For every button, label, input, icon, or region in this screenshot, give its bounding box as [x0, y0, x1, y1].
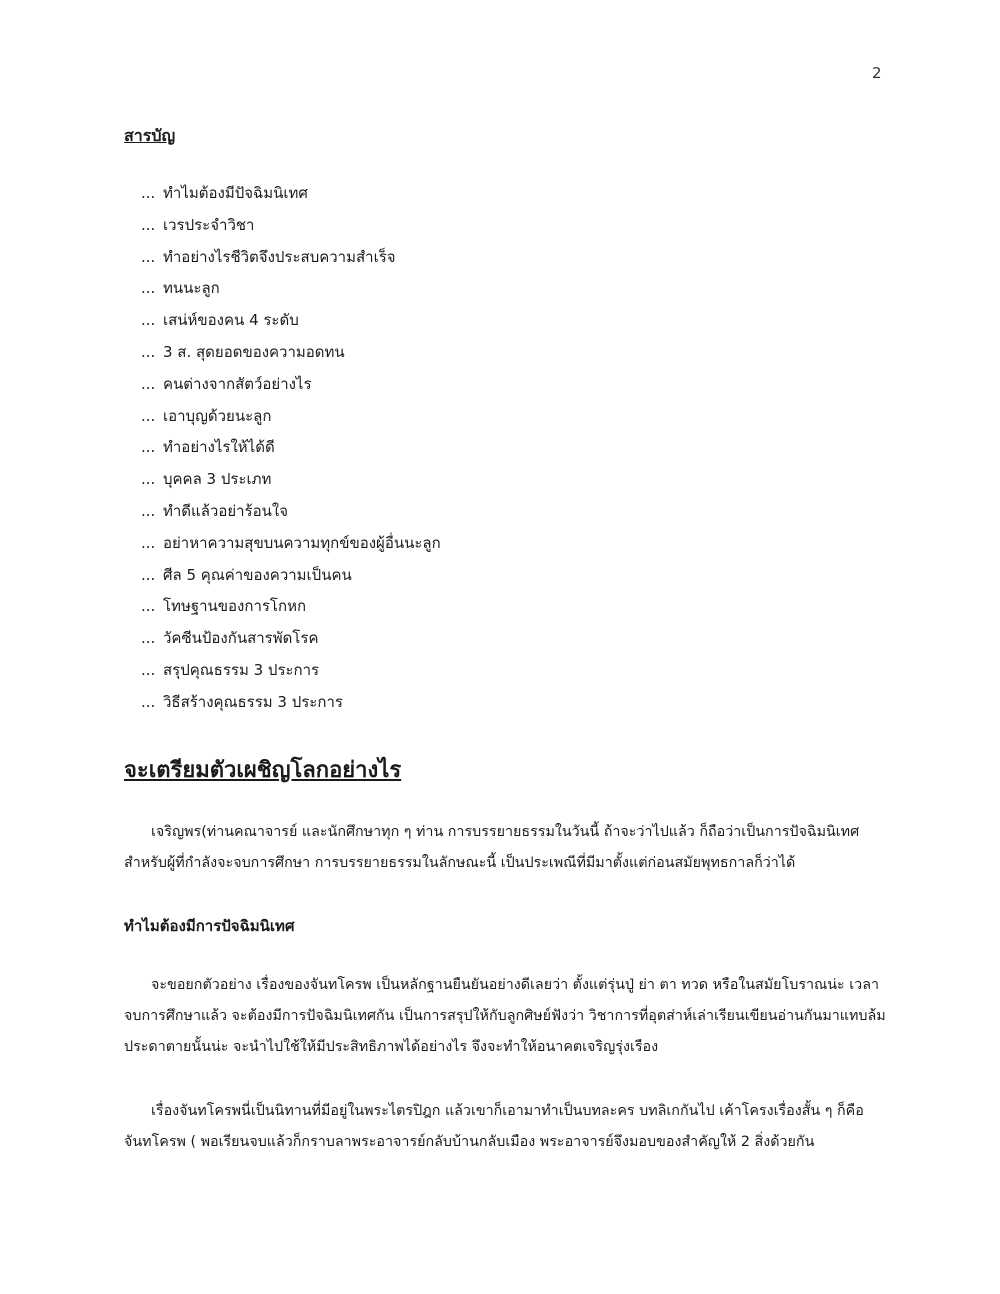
toc-item-label: ทนนะลูก: [163, 279, 220, 298]
toc-item-dots: ...: [141, 565, 156, 584]
toc-item: [141, 308, 441, 340]
toc-item-label: คนต่างจากสัตว์อย่างไร: [163, 374, 312, 393]
toc-item: [141, 181, 441, 213]
toc-item-dots: ...: [141, 660, 156, 679]
toc-item-label: ทำดีแล้วอย่าร้อนใจ: [163, 501, 288, 520]
toc-item-label: บุคคล 3 ประเภท: [163, 470, 272, 489]
toc-item-label: เสน่ห์ของคน 4 ระดับ: [163, 311, 299, 330]
main-heading: จะเตรียมตัวเผชิญโลกอย่างไร: [124, 758, 402, 783]
toc-item-label: วิธีสร้างคุณธรรม 3 ประการ: [163, 692, 343, 711]
toc-item-dots: ...: [141, 501, 156, 520]
toc-item-dots: ...: [141, 629, 156, 648]
toc-item: [141, 594, 441, 626]
page-number: 2: [872, 64, 882, 82]
toc-item-dots: ...: [141, 692, 156, 711]
toc-item: [141, 245, 441, 277]
toc-item-dots: ...: [141, 342, 156, 361]
toc-item: [141, 340, 441, 372]
body-paragraph-2: จะขอยกตัวอย่าง เรื่องของจันทโครพ เป็นหลักฐานยืนยันอย่างดีเลยว่า ตั้งแต่รุ่นปู่ ย่า ตา ทวด หรือในสมัยโบราณน่ะ เวลาจบการศึกษาแล้ว จะต้องมีการปัจฉิมนิเทศกัน เป็นการสรุปให้กับลูกศิษย์ฟังว่า วิชาการที่อุตส่าห์เล่าเรียนเขียนอ่านกันมาแทบล้มประดาตายนั้นน่ะ จะนำไปใช้ให้มีประสิทธิภาพได้อย่างไร จึงจะทำให้อนาคตเจริญรุ่งเรือง: [124, 977, 886, 1055]
toc-item: [141, 531, 441, 563]
toc-item-dots: ...: [141, 374, 156, 393]
toc-item-label: ทำอย่างไรให้ได้ดี: [163, 438, 275, 457]
toc-item-label: ทำอย่างไรชีวิตจึงประสบความสำเร็จ: [163, 247, 396, 266]
toc-item-dots: ...: [141, 311, 156, 330]
toc-item-dots: ...: [141, 184, 156, 202]
toc-item: [141, 213, 441, 245]
toc-item: [141, 404, 441, 436]
toc-item-label: โทษฐานของการโกหก: [163, 597, 307, 616]
toc-item: [141, 372, 441, 404]
toc-item: [141, 467, 441, 499]
toc-item-dots: ...: [141, 247, 156, 266]
toc-heading: สารบัญ: [124, 126, 176, 145]
toc-item: [141, 499, 441, 531]
toc-item: [141, 563, 441, 595]
toc-item-label: วัคซีนป้องกันสารพัดโรค: [163, 629, 319, 648]
toc-item: [141, 626, 441, 658]
toc-item-label: เอาบุญด้วยนะลูก: [163, 406, 272, 425]
toc-item-label: ศีล 5 คุณค่าของความเป็นคน: [163, 565, 352, 584]
intro-paragraph: เจริญพร(ท่านคณาจารย์ และนักศึกษาทุก ๆ ท่าน การบรรยายธรรมในวันนี้ ถ้าจะว่าไปแล้ว ก็ถือว่าเป็นการปัจฉิมนิเทศ สำหรับผู้ที่กำลังจะจบการศึกษา การบรรยายธรรมในลักษณะนี้ เป็นประเพณีที่มีมาตั้งแต่ก่อนสมัยพุทธกาลก็ว่าได้: [124, 824, 860, 871]
toc-item-label: 3 ส. สุดยอดของความอดทน: [163, 342, 345, 361]
toc-item: [141, 276, 441, 308]
toc-item-dots: ...: [141, 597, 156, 616]
toc-item-dots: ...: [141, 406, 156, 425]
toc-item: [141, 690, 441, 722]
toc-item: [141, 658, 441, 690]
toc-item-label: ทำไมต้องมีปัจฉิมนิเทศ: [163, 184, 308, 202]
toc-item: [141, 435, 441, 467]
toc-item-label: อย่าหาความสุขบนความทุกข์ของผู้อื่นนะลูก: [163, 533, 441, 552]
toc-item-dots: ...: [141, 279, 156, 298]
body-paragraph-3: เรื่องจันทโครพนี่เป็นนิทานที่มีอยู่ในพระไตรปิฎก แล้วเขาก็เอามาทำเป็นบทละคร บทลิเกกันไป เค้าโครงเรื่องสั้น ๆ ก็คือ จันทโครพ ( พอเรียนจบแล้วก็กราบลาพระอาจารย์กลับบ้านกลับเมือง พระอาจารย์จึงมอบของสำคัญให้ 2 สิ่งด้วยกัน: [124, 1103, 864, 1150]
toc-item-dots: ...: [141, 533, 156, 552]
toc-item-label: สรุปคุณธรรม 3 ประการ: [163, 660, 320, 679]
toc-item-dots: ...: [141, 470, 156, 489]
section-heading: ทำไมต้องมีการปัจฉิมนิเทศ: [124, 917, 295, 935]
toc-item-dots: ...: [141, 215, 156, 234]
toc-item-label: เวรประจำวิชา: [163, 215, 255, 234]
table-of-contents: [141, 181, 441, 722]
toc-item-dots: ...: [141, 438, 156, 457]
